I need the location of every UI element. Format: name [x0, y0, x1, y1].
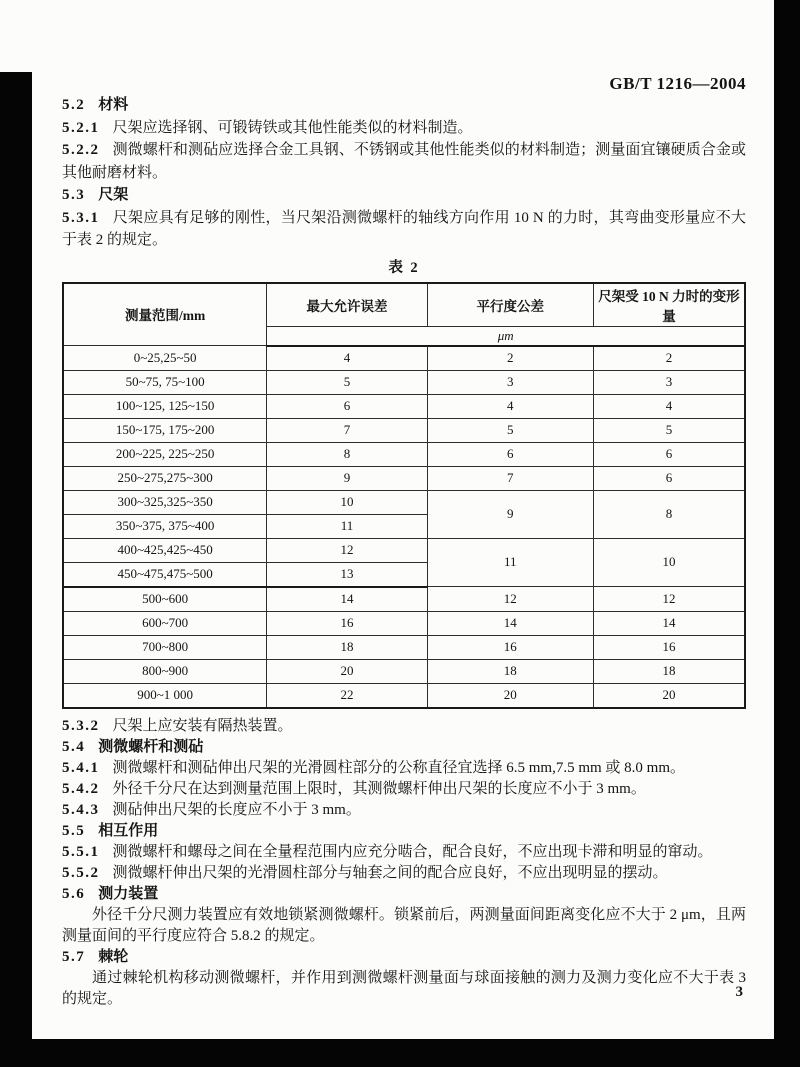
cell-deformation: 6 — [593, 466, 745, 490]
cell-mpe: 7 — [267, 418, 427, 442]
clause-number: 5.4.2 — [62, 780, 100, 797]
cell-deformation: 16 — [593, 635, 745, 659]
column-header-deformation: 尺架受 10 N 力时的变形量 — [593, 283, 745, 327]
cell-range: 400~425,425~450 — [63, 538, 267, 562]
cell-range: 250~275,275~300 — [63, 466, 267, 490]
cell-mpe: 18 — [267, 635, 427, 659]
clause-5-4-heading — [62, 737, 746, 758]
cell-parallelism: 4 — [427, 394, 593, 418]
column-header-mpe: 最大允许误差 — [267, 283, 427, 327]
clause-number: 5.3 — [62, 187, 86, 203]
clause-number: 5.5.2 — [62, 864, 100, 881]
cell-range: 0~25,25~50 — [63, 346, 267, 371]
clause-5-7-heading — [62, 947, 746, 968]
cell-mpe: 10 — [267, 490, 427, 514]
cell-mpe: 9 — [267, 466, 427, 490]
cell-range: 150~175, 175~200 — [63, 418, 267, 442]
cell-range: 700~800 — [63, 635, 267, 659]
clause-title: 测力装置 — [98, 885, 159, 902]
cell-mpe: 14 — [267, 587, 427, 612]
cell-deformation-merged: 8 — [593, 490, 745, 538]
cell-deformation: 3 — [593, 370, 745, 394]
clause-5-5-heading — [62, 821, 746, 842]
unit-cell: μm — [267, 326, 745, 346]
clause-5-5-1 — [62, 842, 746, 863]
clause-text: 测微螺杆和测砧伸出尺架的光滑圆柱部分的公称直径宜选择 6.5 mm,7.5 mm 或 8.0 mm。 — [112, 759, 686, 776]
cell-deformation: 2 — [593, 346, 745, 371]
clause-5-3-2 — [62, 716, 746, 737]
table-row — [63, 611, 745, 635]
clause-number: 5.2 — [62, 97, 86, 113]
cell-parallelism: 14 — [427, 611, 593, 635]
clause-title: 材料 — [98, 97, 129, 113]
clause-text: 测微螺杆伸出尺架的光滑圆柱部分与轴套之间的配合应良好，不应出现明显的摆动。 — [112, 864, 668, 881]
clause-number: 5.2.1 — [62, 119, 100, 136]
cell-mpe: 12 — [267, 538, 427, 562]
cell-parallelism: 18 — [427, 659, 593, 683]
table-row — [63, 466, 745, 490]
clause-5-6-paragraph: 外径千分尺测力装置应有效地锁紧测微螺杆。锁紧前后，两测量面间距离变化应不大于 2 μm，且两测量面间的平行度应符合 5.8.2 的规定。 — [62, 906, 746, 944]
cell-deformation: 14 — [593, 611, 745, 635]
clause-5-2-1 — [62, 117, 746, 140]
cell-mpe: 16 — [267, 611, 427, 635]
clause-5-4-3 — [62, 800, 746, 821]
table-row — [63, 346, 745, 371]
cell-parallelism: 5 — [427, 418, 593, 442]
scan-border-left — [0, 72, 32, 1067]
cell-parallelism-merged: 11 — [427, 538, 593, 587]
clause-5-7-paragraph: 通过棘轮机构移动测微螺杆，并作用到测微螺杆测量面与球面接触的测力及测力变化应不大于表 3 的规定。 — [62, 969, 746, 1007]
cell-range: 800~900 — [63, 659, 267, 683]
cell-mpe: 8 — [267, 442, 427, 466]
column-header-range: 测量范围/mm — [63, 283, 267, 346]
cell-range: 500~600 — [63, 587, 267, 612]
clause-5-2-heading — [62, 94, 746, 117]
cell-mpe: 4 — [267, 346, 427, 371]
cell-mpe: 6 — [267, 394, 427, 418]
table-row — [63, 394, 745, 418]
standard-code: GB/T 1216—2004 — [609, 74, 746, 93]
table-row — [63, 490, 745, 514]
clause-number: 5.5.1 — [62, 843, 100, 860]
cell-parallelism: 16 — [427, 635, 593, 659]
clause-number: 5.5 — [62, 822, 86, 839]
clause-text: 外径千分尺在达到测量范围上限时，其测微螺杆伸出尺架的长度应不小于 3 mm。 — [112, 780, 646, 797]
cell-parallelism: 6 — [427, 442, 593, 466]
cell-range: 300~325,325~350 — [63, 490, 267, 514]
table-row — [63, 587, 745, 612]
table-row — [63, 659, 745, 683]
cell-deformation: 18 — [593, 659, 745, 683]
clause-text: 尺架应选择钢、可锻铸铁或其他性能类似的材料制造。 — [112, 119, 473, 136]
clause-text: 尺架上应安装有隔热装置。 — [112, 717, 293, 734]
table-row — [63, 635, 745, 659]
clause-number: 5.6 — [62, 885, 86, 902]
cell-deformation-merged: 10 — [593, 538, 745, 587]
cell-deformation: 20 — [593, 683, 745, 708]
cell-deformation: 4 — [593, 394, 745, 418]
table-row — [63, 683, 745, 708]
column-header-parallelism: 平行度公差 — [427, 283, 593, 327]
clause-text: 测砧伸出尺架的长度应不小于 3 mm。 — [112, 801, 361, 818]
cell-parallelism: 12 — [427, 587, 593, 612]
cell-deformation: 5 — [593, 418, 745, 442]
clause-number: 5.2.2 — [62, 142, 100, 158]
table-2-caption: 表 2 — [388, 259, 420, 276]
clause-5-4-2 — [62, 779, 746, 800]
cell-mpe: 22 — [267, 683, 427, 708]
clause-text: 尺架应具有足够的刚性，当尺架沿测微螺杆的轴线方向作用 10 N 的力时，其弯曲变形量应不大于表 2 的规定。 — [62, 209, 746, 248]
cell-parallelism: 3 — [427, 370, 593, 394]
cell-mpe: 13 — [267, 562, 427, 587]
clause-number: 5.4.1 — [62, 759, 100, 776]
page-content — [62, 0, 746, 1010]
cell-range: 450~475,475~500 — [63, 562, 267, 587]
cell-mpe: 20 — [267, 659, 427, 683]
clause-title: 相互作用 — [98, 822, 159, 839]
table-row — [63, 418, 745, 442]
cell-mpe: 5 — [267, 370, 427, 394]
cell-deformation: 12 — [593, 587, 745, 612]
clause-title: 测微螺杆和测砧 — [98, 738, 204, 755]
cell-range: 600~700 — [63, 611, 267, 635]
clause-number: 5.4.3 — [62, 801, 100, 818]
clause-5-5-2 — [62, 863, 746, 884]
clause-number: 5.3.1 — [62, 209, 100, 226]
clause-5-6-heading — [62, 884, 746, 905]
clause-5-2-2 — [62, 139, 746, 184]
table-row — [63, 442, 745, 466]
page-number: 3 — [735, 984, 743, 1000]
cell-range: 350~375, 375~400 — [63, 514, 267, 538]
scan-border-bottom — [0, 1039, 800, 1067]
cell-range: 200~225, 225~250 — [63, 442, 267, 466]
cell-parallelism-merged: 9 — [427, 490, 593, 538]
cell-range: 50~75, 75~100 — [63, 370, 267, 394]
clause-5-3-heading — [62, 184, 746, 207]
clause-text: 测微螺杆和螺母之间在全量程范围内应充分啮合，配合良好，不应出现卡滞和明显的窜动。 — [112, 843, 713, 860]
table-2 — [62, 282, 746, 709]
cell-parallelism: 7 — [427, 466, 593, 490]
scan-border-right — [774, 0, 800, 1067]
clause-number: 5.3.2 — [62, 717, 100, 734]
cell-deformation: 6 — [593, 442, 745, 466]
clause-number: 5.4 — [62, 738, 86, 755]
table-row — [63, 370, 745, 394]
clause-5-4-1 — [62, 758, 746, 779]
cell-range: 900~1 000 — [63, 683, 267, 708]
table-row — [63, 538, 745, 562]
cell-parallelism: 20 — [427, 683, 593, 708]
cell-range: 100~125, 125~150 — [63, 394, 267, 418]
clause-5-3-1 — [62, 207, 746, 252]
cell-mpe: 11 — [267, 514, 427, 538]
clause-title: 棘轮 — [98, 948, 129, 965]
clause-title: 尺架 — [98, 187, 129, 203]
clause-text: 测微螺杆和测砧应选择合金工具钢、不锈钢或其他性能类似的材料制造；测量面宜镶硬质合金或其他耐磨材料。 — [62, 142, 746, 181]
cell-parallelism: 2 — [427, 346, 593, 371]
clause-number: 5.7 — [62, 948, 86, 965]
